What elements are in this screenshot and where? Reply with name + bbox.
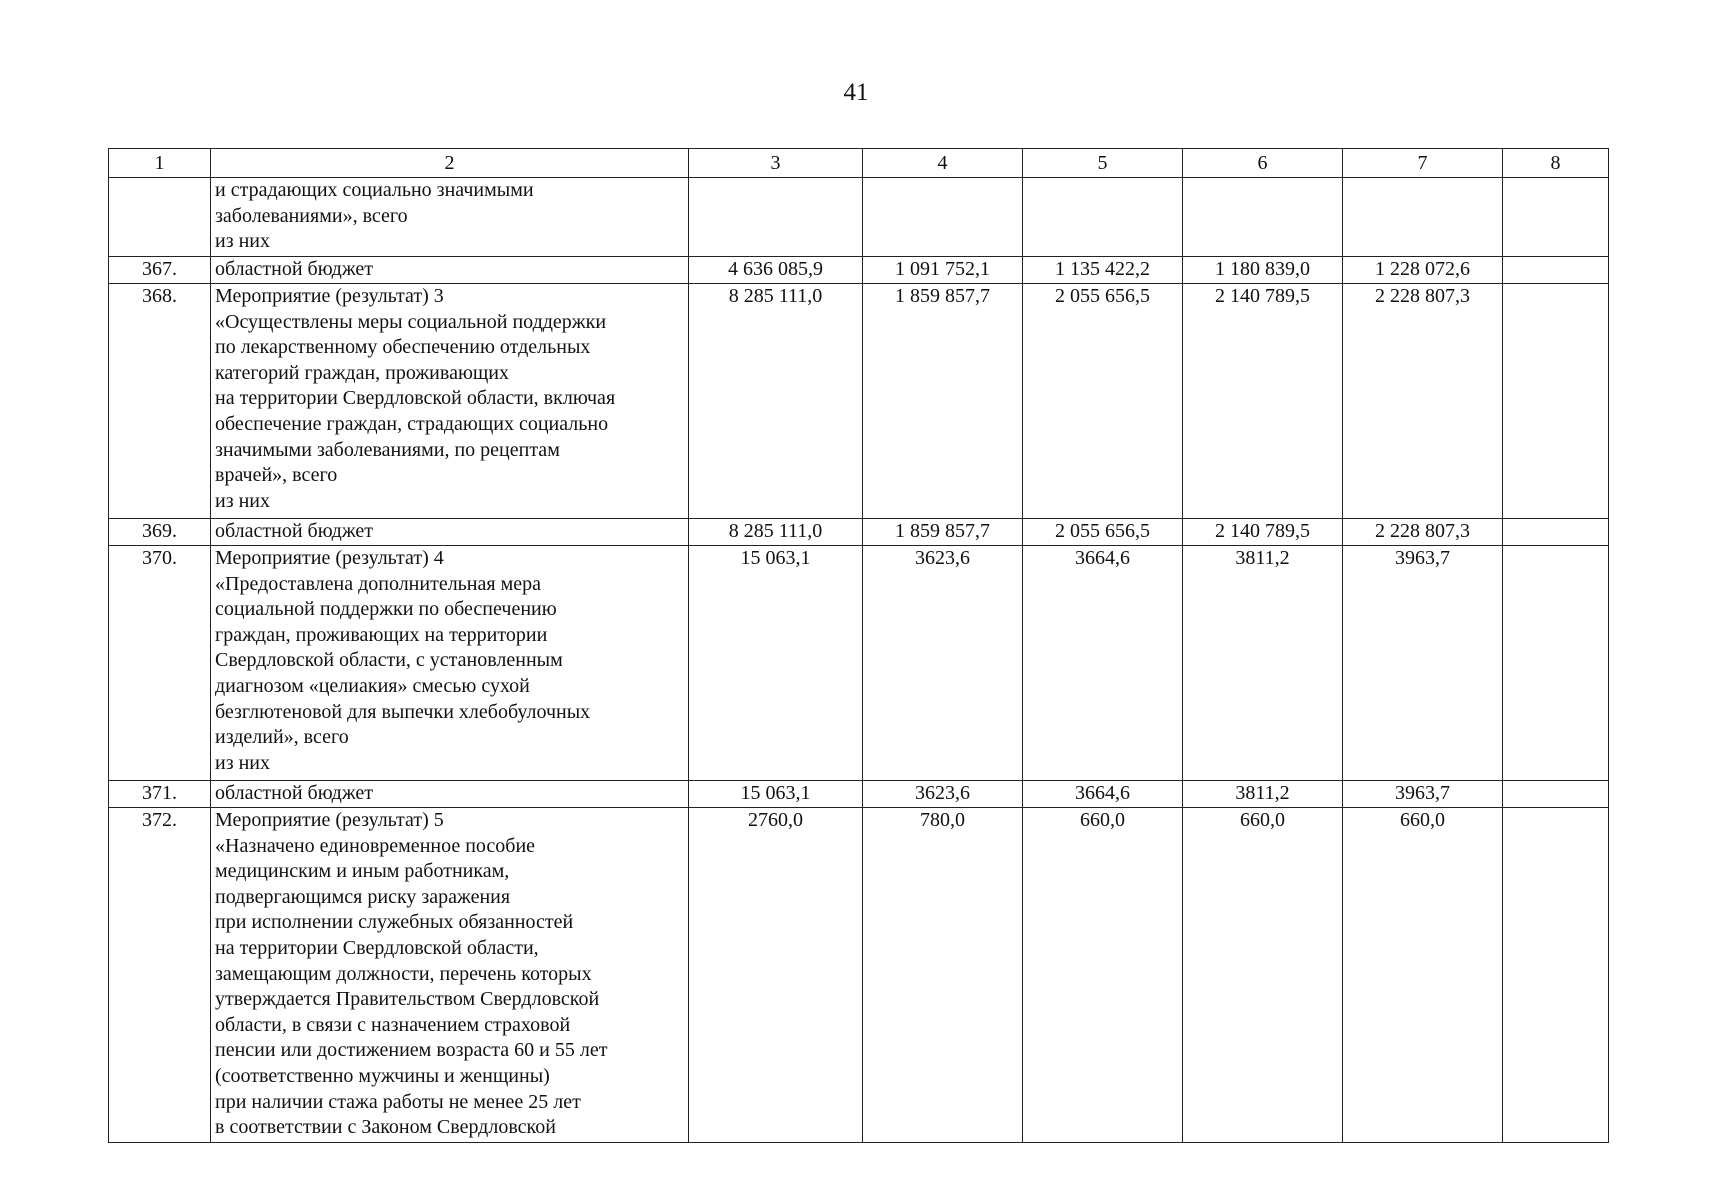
value-col-6: 3811,2 [1183, 781, 1343, 808]
description-line: на территории Свердловской области, включая [215, 387, 616, 410]
value-col-8 [1503, 546, 1609, 781]
value-col-5: 2 055 656,5 [1023, 519, 1183, 546]
description-line: «Назначено единовременное пособие [215, 834, 536, 857]
description-line: безглютеновой для выпечки хлебобулочных [215, 700, 591, 723]
row-description [211, 808, 689, 1143]
column-number-header-row [109, 149, 1609, 178]
value-col-5: 660,0 [1023, 808, 1183, 1143]
value-col-3 [689, 178, 863, 257]
value-col-6: 2 140 789,5 [1183, 284, 1343, 519]
value-col-3: 2760,0 [689, 808, 863, 1143]
table-row [109, 519, 1609, 546]
column-header-3: 3 [689, 149, 863, 178]
description-line: диагнозом «целиакия» смесью сухой [215, 674, 530, 697]
description-line: из них [215, 489, 271, 512]
table-row [109, 808, 1609, 1143]
description-line: по лекарственному обеспечению отдельных [215, 336, 591, 359]
page-number: 41 [843, 79, 869, 106]
description-line: Мероприятие (результат) 3 [215, 285, 444, 307]
value-col-8 [1503, 519, 1609, 546]
description-line: Свердловской области, с установленным [215, 649, 563, 672]
column-header-1: 1 [109, 149, 211, 178]
description-line: области, в связи с назначением страховой [215, 1013, 571, 1036]
value-col-8 [1503, 808, 1609, 1143]
description-line: медицинским и иным работникам, [215, 860, 510, 883]
description-line: «Осуществлены меры социальной поддержки [215, 310, 607, 333]
description-line: Мероприятие (результат) 4 [215, 547, 444, 569]
budget-table [108, 148, 1609, 1143]
value-col-8 [1503, 284, 1609, 519]
value-col-6: 1 180 839,0 [1183, 257, 1343, 284]
row-description [211, 781, 689, 808]
table-row [109, 546, 1609, 781]
value-col-4: 3623,6 [863, 781, 1023, 808]
column-header-6: 6 [1183, 149, 1343, 178]
description-line: значимыми заболеваниями, по рецептам [215, 438, 560, 461]
row-number: 370. [109, 546, 211, 781]
row-description [211, 257, 689, 284]
row-number: 372. [109, 808, 211, 1143]
description-line: изделий», всего [215, 726, 349, 749]
description-line: областной бюджет [215, 258, 374, 280]
description-line: областной бюджет [215, 520, 374, 542]
value-col-7: 2 228 807,3 [1343, 284, 1503, 519]
row-number: 367. [109, 257, 211, 284]
description-line: обеспечение граждан, страдающих социально [215, 412, 609, 435]
description-line: замещающим должности, перечень которых [215, 962, 592, 985]
column-header-2: 2 [211, 149, 689, 178]
value-col-6: 660,0 [1183, 808, 1343, 1143]
row-number: 369. [109, 519, 211, 546]
row-number: 368. [109, 284, 211, 519]
value-col-4: 1 859 857,7 [863, 284, 1023, 519]
value-col-5: 3664,6 [1023, 781, 1183, 808]
description-line: врачей», всего [215, 464, 338, 487]
row-description [211, 284, 689, 519]
description-line: и страдающих социально значимыми [215, 179, 534, 201]
row-number [109, 178, 211, 257]
value-col-6: 2 140 789,5 [1183, 519, 1343, 546]
value-col-8 [1503, 781, 1609, 808]
value-col-4: 1 859 857,7 [863, 519, 1023, 546]
value-col-8 [1503, 257, 1609, 284]
row-description [211, 546, 689, 781]
value-col-3: 15 063,1 [689, 781, 863, 808]
value-col-4: 1 091 752,1 [863, 257, 1023, 284]
value-col-7: 2 228 807,3 [1343, 519, 1503, 546]
value-col-3: 15 063,1 [689, 546, 863, 781]
value-col-7 [1343, 178, 1503, 257]
description-line: (соответственно мужчины и женщины) [215, 1064, 550, 1087]
description-line: областной бюджет [215, 782, 374, 804]
value-col-4 [863, 178, 1023, 257]
value-col-5: 3664,6 [1023, 546, 1183, 781]
value-col-3: 4 636 085,9 [689, 257, 863, 284]
value-col-3: 8 285 111,0 [689, 519, 863, 546]
description-line: пенсии или достижением возраста 60 и 55 лет [215, 1039, 608, 1062]
value-col-6: 3811,2 [1183, 546, 1343, 781]
description-line: на территории Свердловской области, [215, 936, 539, 959]
description-line: при исполнении служебных обязанностей [215, 911, 574, 934]
value-col-7: 1 228 072,6 [1343, 257, 1503, 284]
description-line: в соответствии с Законом Свердловской [215, 1116, 556, 1139]
description-line: из них [215, 230, 271, 253]
description-line: при наличии стажа работы не менее 25 лет [215, 1090, 581, 1113]
description-line: Мероприятие (результат) 5 [215, 809, 444, 831]
value-col-5 [1023, 178, 1183, 257]
row-description [211, 178, 689, 257]
column-header-8: 8 [1503, 149, 1609, 178]
description-line: утверждается Правительством Свердловской [215, 988, 600, 1011]
value-col-4: 780,0 [863, 808, 1023, 1143]
value-col-4: 3623,6 [863, 546, 1023, 781]
table-row [109, 257, 1609, 284]
value-col-3: 8 285 111,0 [689, 284, 863, 519]
table-row [109, 284, 1609, 519]
value-col-7: 660,0 [1343, 808, 1503, 1143]
description-line: граждан, проживающих на территории [215, 623, 548, 646]
description-line: категорий граждан, проживающих [215, 361, 509, 384]
value-col-7: 3963,7 [1343, 546, 1503, 781]
value-col-6 [1183, 178, 1343, 257]
column-header-4: 4 [863, 149, 1023, 178]
table-row [109, 178, 1609, 257]
row-number: 371. [109, 781, 211, 808]
value-col-5: 2 055 656,5 [1023, 284, 1183, 519]
table-row [109, 781, 1609, 808]
value-col-7: 3963,7 [1343, 781, 1503, 808]
column-header-5: 5 [1023, 149, 1183, 178]
description-line: «Предоставлена дополнительная мера [215, 572, 541, 595]
description-line: из них [215, 751, 271, 774]
description-line: подвергающимся риску заражения [215, 885, 511, 908]
value-col-8 [1503, 178, 1609, 257]
description-line: заболеваниями», всего [215, 204, 408, 227]
column-header-7: 7 [1343, 149, 1503, 178]
value-col-5: 1 135 422,2 [1023, 257, 1183, 284]
row-description [211, 519, 689, 546]
description-line: социальной поддержки по обеспечению [215, 598, 557, 621]
